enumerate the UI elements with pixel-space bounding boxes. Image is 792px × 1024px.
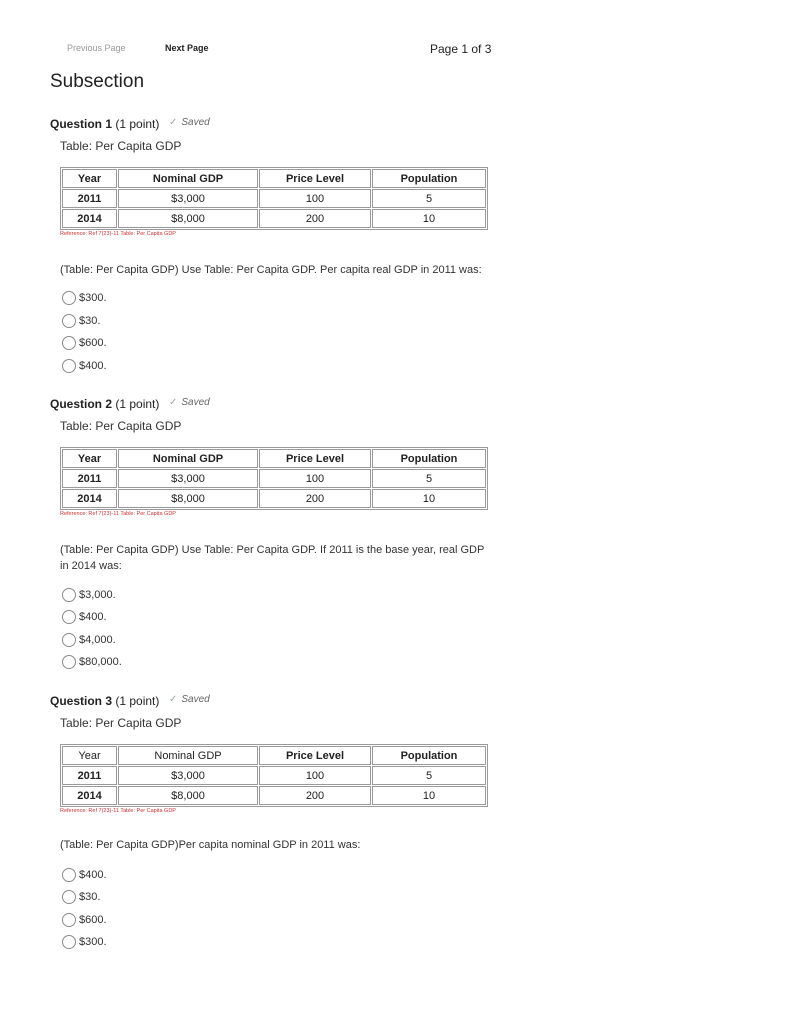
question-subtitle: Table: Per Capita GDP [60, 139, 182, 153]
table-row [62, 469, 486, 488]
table-cell: 200 [259, 489, 371, 508]
radio-button[interactable] [62, 588, 76, 602]
table-reference: Reference: Ref 7(23)-11 Table: Per Capita GDP [60, 511, 176, 517]
saved-status: ✓ Saved [169, 397, 210, 408]
check-icon: ✓ [169, 117, 178, 128]
radio-button[interactable] [62, 655, 76, 669]
radio-button[interactable] [62, 935, 76, 949]
radio-button[interactable] [62, 890, 76, 904]
table-row [62, 209, 486, 228]
question-points: (1 point) [115, 694, 160, 708]
table-header-row [62, 169, 486, 188]
table-cell: 100 [259, 766, 371, 785]
answer-option[interactable]: $30. [62, 314, 100, 330]
table-cell: 2011 [62, 766, 117, 785]
question-text: (Table: Per Capita GDP)Per capita nominal GDP in 2011 was: [60, 839, 361, 851]
table-cell: 10 [372, 786, 486, 805]
page-navigation [0, 43, 792, 59]
table-header: Nominal GDP [118, 449, 258, 468]
radio-button[interactable] [62, 314, 76, 328]
question-points: (1 point) [115, 117, 160, 131]
saved-status: ✓ Saved [169, 117, 210, 128]
question-text: (Table: Per Capita GDP) Use Table: Per Capita GDP. If 2011 is the base year, real GDP in 2014 was: [60, 544, 485, 572]
check-icon: ✓ [169, 694, 178, 705]
question-3 [50, 694, 500, 948]
answer-option[interactable]: $400. [62, 359, 107, 375]
section-title: Subsection [50, 71, 145, 92]
gdp-table [60, 744, 488, 807]
table-cell: 5 [372, 766, 486, 785]
question-title: Question 3 [50, 694, 113, 708]
radio-button[interactable] [62, 633, 76, 647]
table-cell: $8,000 [118, 786, 258, 805]
table-row [62, 489, 486, 508]
question-subtitle: Table: Per Capita GDP [60, 716, 182, 730]
table-cell: $3,000 [118, 189, 258, 208]
table-row [62, 189, 486, 208]
question-2 [50, 397, 500, 668]
table-cell: 200 [259, 786, 371, 805]
table-cell: 2011 [62, 469, 117, 488]
answer-option[interactable]: $3,000. [62, 588, 116, 604]
table-header: Nominal GDP [118, 746, 258, 765]
table-header: Population [372, 449, 486, 468]
radio-button[interactable] [62, 359, 76, 373]
table-cell: $8,000 [118, 209, 258, 228]
question-points: (1 point) [115, 397, 160, 411]
radio-button[interactable] [62, 336, 76, 350]
saved-status: ✓ Saved [169, 694, 210, 705]
answer-option[interactable]: $300. [62, 291, 107, 307]
answer-option[interactable]: $600. [62, 913, 107, 929]
radio-button[interactable] [62, 868, 76, 882]
gdp-table [60, 167, 488, 230]
check-icon: ✓ [169, 397, 178, 408]
table-cell: 5 [372, 469, 486, 488]
table-cell: 2014 [62, 209, 117, 228]
table-row [62, 786, 486, 805]
question-title: Question 2 [50, 397, 113, 411]
table-header-row [62, 449, 486, 468]
previous-page-link[interactable]: Previous Page [67, 43, 126, 53]
table-header: Year [62, 746, 117, 765]
radio-button[interactable] [62, 610, 76, 624]
table-row [62, 766, 486, 785]
answer-option[interactable]: $300. [62, 935, 107, 951]
table-header: Price Level [259, 169, 371, 188]
table-cell: $8,000 [118, 489, 258, 508]
table-reference: Reference: Ref 7(23)-11 Table: Per Capita GDP [60, 231, 176, 237]
radio-button[interactable] [62, 913, 76, 927]
answer-option[interactable]: $400. [62, 610, 107, 626]
table-cell: $3,000 [118, 766, 258, 785]
table-cell: 2011 [62, 189, 117, 208]
table-header: Year [62, 449, 117, 468]
table-header: Year [62, 169, 117, 188]
answer-option[interactable]: $80,000. [62, 655, 122, 671]
answer-option[interactable]: $600. [62, 336, 107, 352]
next-page-link[interactable]: Next Page [165, 43, 209, 53]
table-header: Population [372, 746, 486, 765]
radio-button[interactable] [62, 291, 76, 305]
answer-option[interactable]: $4,000. [62, 633, 116, 649]
table-cell: 200 [259, 209, 371, 228]
table-header-row [62, 746, 486, 765]
table-cell: 5 [372, 189, 486, 208]
table-cell: 2014 [62, 489, 117, 508]
table-cell: 100 [259, 189, 371, 208]
page-indicator: Page 1 of 3 [430, 42, 492, 56]
answer-option[interactable]: $400. [62, 868, 107, 884]
table-reference: Reference: Ref 7(23)-11 Table: Per Capita GDP [60, 808, 176, 814]
table-cell: 10 [372, 489, 486, 508]
table-header: Population [372, 169, 486, 188]
table-header: Price Level [259, 449, 371, 468]
table-cell: 10 [372, 209, 486, 228]
table-cell: 100 [259, 469, 371, 488]
answer-option[interactable]: $30. [62, 890, 100, 906]
table-header: Nominal GDP [118, 169, 258, 188]
question-subtitle: Table: Per Capita GDP [60, 419, 182, 433]
table-header: Price Level [259, 746, 371, 765]
table-cell: 2014 [62, 786, 117, 805]
gdp-table [60, 447, 488, 510]
question-1 [50, 117, 500, 372]
question-title: Question 1 [50, 117, 113, 131]
question-text: (Table: Per Capita GDP) Use Table: Per Capita GDP. Per capita real GDP in 2011 was: [60, 264, 482, 276]
table-cell: $3,000 [118, 469, 258, 488]
